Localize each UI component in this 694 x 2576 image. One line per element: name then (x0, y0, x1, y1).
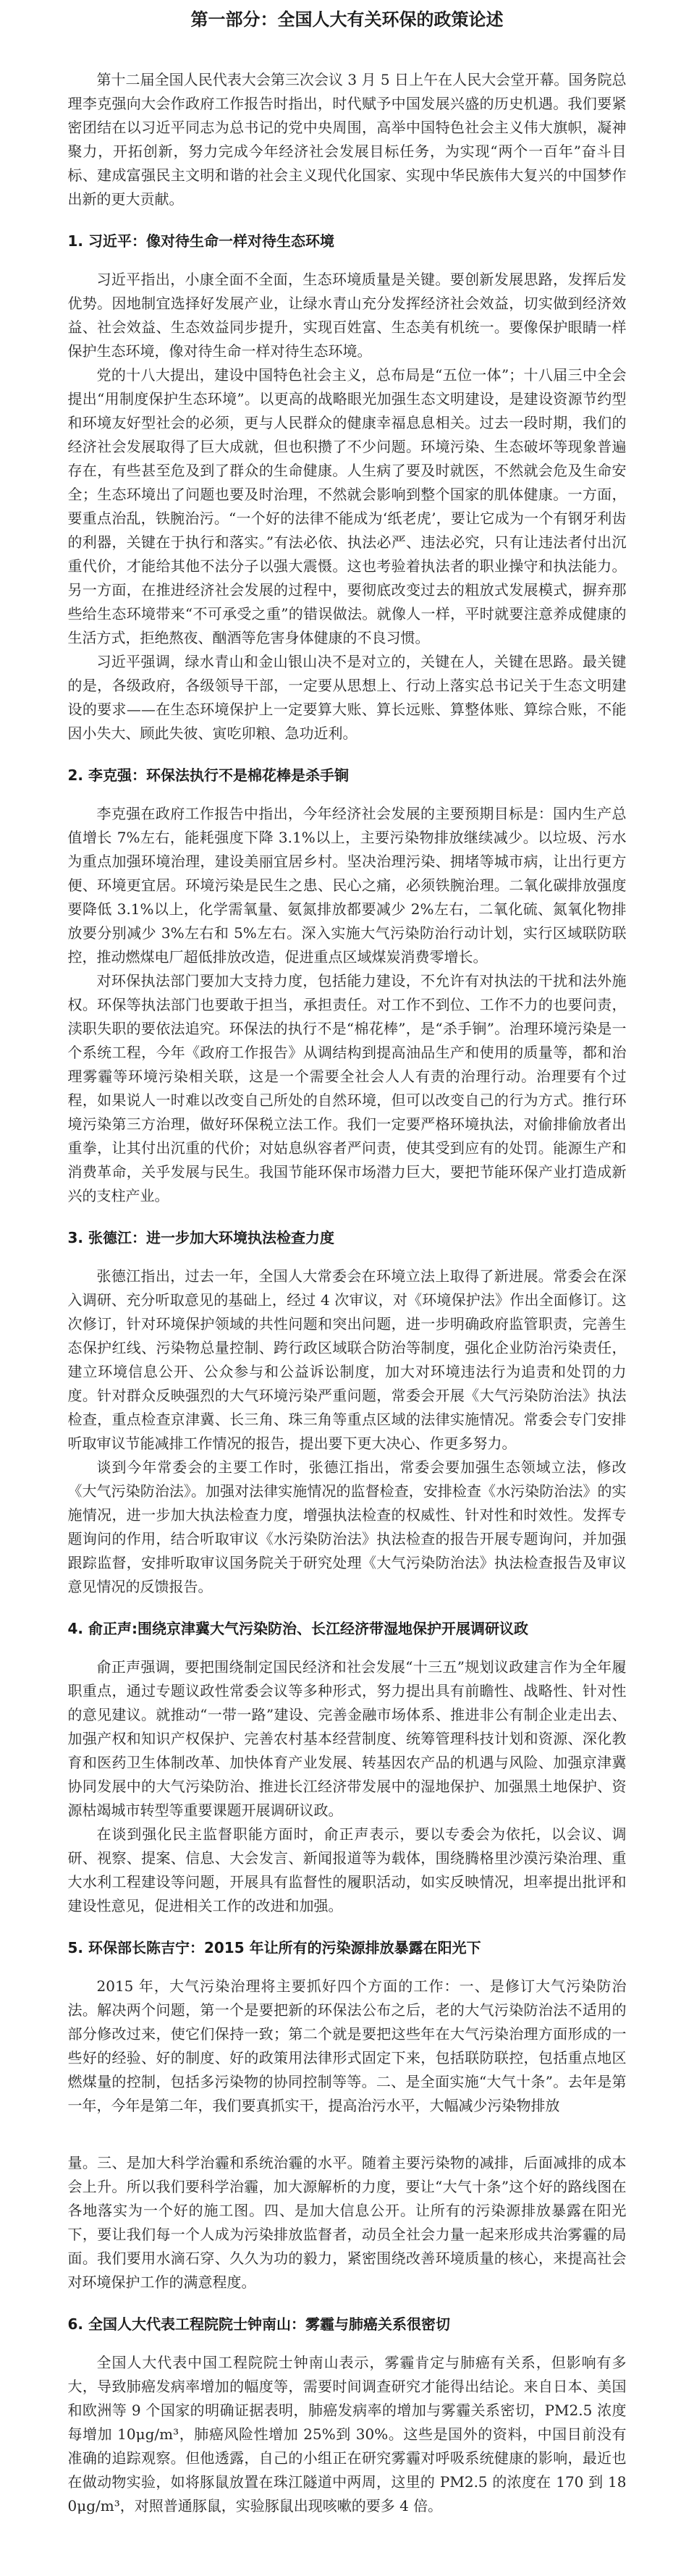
intro-paragraph: 第十二届全国人民代表大会第三次会议 3 月 5 日上午在人民大会堂开幕。国务院总理李克强向大会作政府工作报告时指出，时代赋予中国发展兴盛的历史机遇。我们要紧密团结在以习近平同志为总书记的党中央周围，高举中国特色社会主义伟大旗帜，凝神聚力，开拓创新，努力完成今年经济社会发展目标任务，为实现“两个一百年”奋斗目标、建成富强民主文明和谐的社会主义现代化国家、实现中华民族伟大复兴的中国梦作出新的更大贡献。 (67, 71, 627, 208)
section-1-paragraph: 习近平强调，绿水青山和金山银山决不是对立的，关键在人，关键在思路。最关键的是，各级政府，各级领导干部，一定要从思想上、行动上落实总书记关于生态文明建设的要求——在生态环境保护上一定要算大账、算长远账、算整体账、算综合账，不能因小失大、顾此失彼、寅吃卯粮、急功近利。 (67, 653, 627, 742)
document-page (68, 0, 627, 2576)
section-3-paragraph: 张德江指出，过去一年，全国人大常委会在环境立法上取得了新进展。常委会在深入调研、充分听取意见的基础上，经过 4 次审议，对《环境保护法》作出全面修订。这次修订，针对环境保护领域的共性问题和突出问题，进一步明确政府监管职责，完善生态保护红线、污染物总量控制、跨行政区域联合防治等制度，强化企业防治污染责任，建立环境信息公开、公众参与和公益诉讼制度，加大对环境违法行为追责和处罚的力度。针对群众反映强烈的大气环境污染严重问题，常委会开展《大气污染防治法》执法检查，重点检查京津冀、长三角、珠三角等重点区域的法律实施情况。常委会专门安排听取审议节能减排工作情况的报告，提出要下更大决心、作更多努力。 (67, 1267, 627, 1452)
section-5-paragraph-continuation: 量。三、是加大科学治霾和系统治霾的水平。随着主要污染物的减排，后面减排的成本会上升。所以我们要科学治霾，加大源解析的力度，要让“大气十条”这个好的路线图在各地落实为一个好的施工图。四、是加大信息公开。让所有的污染源排放暴露在阳光下，要让我们每一个人成为污染排放监督者，动员全社会力量一起来形成共治雾霾的局面。我们要用水滴石穿、久久为功的毅力，紧密围绕改善环境质量的核心，来提高社会对环境保护工作的满意程度。 (67, 2154, 627, 2291)
section-4-heading: 4. 俞正声:围绕京津冀大气污染防治、长江经济带湿地保护开展调研议政 (67, 1620, 528, 1637)
section-zhang-dejiang (68, 1228, 627, 1599)
section-2-paragraph: 对环保执法部门要加大支持力度，包括能力建设，不允许有对执法的干扰和法外施权。环保等执法部门也要敢于担当，承担责任。对工作不到位、工作不力的也要问责，渎职失职的要依法追究。环保法的执行不是“棉花棒”，是“杀手锏”。治理环境污染是一个系统工程，今年《政府工作报告》从调结构到提高油品生产和使用的质量等，都和治理雾霾等环境污染相关联，这是一个需要全社会人人有责的治理行动。治理要有个过程，如果说人一时难以改变自己所处的自然环境，但可以改变自己的行为方式。推行环境污染第三方治理，做好环保税立法工作。我们一定要严格环境执法，对偷排偷放者出重拳，让其付出沉重的代价；对姑息纵容者严问责，使其受到应有的处罚。能源生产和消费革命，关乎发展与民生。我国节能环保市场潜力巨大，要把节能环保产业打造成新兴的支柱产业。 (67, 972, 627, 1204)
section-li-keqiang (68, 766, 627, 1208)
section-chen-jining (68, 1938, 627, 2294)
section-3-heading: 3. 张德江：进一步加大环境执法检查力度 (67, 1229, 334, 1246)
section-zhong-nanshan (68, 2315, 627, 2518)
section-yu-zhengsheng (68, 1619, 627, 1918)
section-3-paragraph: 谈到今年常委会的主要工作时，张德江指出，常委会要加强生态领域立法，修改《大气污染防治法》。加强对法律实施情况的监督检查，安排检查《水污染防治法》的实施情况，进一步加大执法检查力度，增强执法检查的权威性、针对性和时效性。发挥专题询问的作用，结合听取审议《水污染防治法》执法检查的报告开展专题询问，并加强跟踪监督，安排听取审议国务院关于研究处理《大气污染防治法》执法检查报告及审议意见情况的反馈报告。 (67, 1458, 627, 1595)
document-title: 第一部分：全国人大有关环保的政策论述 (190, 9, 504, 30)
section-6-paragraph: 全国人大代表中国工程院院士钟南山表示，雾霾肯定与肺癌有关系，但影响有多大，导致肺癌发病率增加的幅度等，需要时间调查研究才能得出结论。来自日本、美国和欧洲等 9 个国家的明确证据表明，肺癌发病率的增加与雾霾关系密切，PM2.5 浓度每增加 10μg/m³，肺癌风险性增加 25%到 30%。这些是国外的资料，中国目前没有准确的追踪观察。但他透露，自己的小组正在研究雾霾对呼吸系统健康的影响，最近也在做动物实验，如将豚鼠放置在珠江隧道中两周，这里的 PM2.5 的浓度在 170 到 180μg/m³，对照普通豚鼠，实验豚鼠出现咳嗽的要多 4 倍。 (67, 2354, 627, 2514)
section-4-paragraph: 在谈到强化民主监督职能方面时，俞正声表示，要以专委会为依托，以会议、调研、视察、提案、信息、大会发言、新闻报道等为载体，围绕腾格里沙漠污染治理、重大水利工程建设等问题，开展具有监督性的履职活动，如实反映情况，坦率提出批评和建设性意见，促进相关工作的改进和加强。 (67, 1825, 627, 1914)
section-xi-jinping (68, 232, 627, 746)
intro-block (68, 68, 627, 211)
section-5-heading: 5. 环保部长陈吉宁：2015 年让所有的污染源排放暴露在阳光下 (67, 1939, 481, 1956)
section-6-heading: 6. 全国人大代表工程院院士钟南山：雾霾与肺癌关系很密切 (67, 2315, 450, 2333)
section-1-paragraph: 习近平指出，小康全面不全面，生态环境质量是关键。要创新发展思路，发挥后发优势。因地制宜选择好发展产业，让绿水青山充分发挥经济社会效益，切实做到经济效益、社会效益、生态效益同步提升，实现百姓富、生态美有机统一。要像保护眼睛一样保护生态环境，像对待生命一样对待生态环境。 (67, 271, 627, 360)
section-5-paragraph: 2015 年，大气污染治理将主要抓好四个方面的工作：一、是修订大气污染防治法。解决两个问题，第一个是要把新的环保法公布之后，老的大气污染防治法不适用的部分修改过来，使它们保持一致；第二个就是要把这些年在大气污染治理方面形成的一些好的经验、好的制度、好的政策用法律形式固定下来，包括联防联控，包括重点地区燃煤量的控制，包括多污染物的协同控制等等。二、是全面实施“大气十条”。去年是第一年，今年是第二年，我们要真抓实干，提高治污水平，大幅减少污染物排放 (67, 1977, 627, 2114)
section-2-heading: 2. 李克强：环保法执行不是棉花棒是杀手锏 (67, 767, 349, 784)
section-1-heading: 1. 习近平：像对待生命一样对待生态环境 (67, 232, 334, 250)
section-2-paragraph: 李克强在政府工作报告中指出，今年经济社会发展的主要预期目标是：国内生产总值增长 7%左右，能耗强度下降 3.1%以上，主要污染物排放继续减少。以垃圾、污水为重点加强环境治理，建设美丽宜居乡村。坚决治理污染、拥堵等城市病，让出行更方便、环境更宜居。环境污染是民生之患、民心之痛，必须铁腕治理。二氧化碳排放强度要降低 3.1%以上，化学需氧量、氨氮排放都要减少 2%左右，二氧化硫、氮氧化物排放要分别减少 3%左右和 5%左右。深入实施大气污染防治行动计划，实行区域联防联控，推动燃煤电厂超低排放改造，促进重点区域煤炭消费零增长。 (67, 805, 627, 966)
section-1-paragraph: 党的十八大提出，建设中国特色社会主义，总布局是“五位一体”；十八届三中全会提出“用制度保护生态环境”。以更高的战略眼光加强生态文明建设，是建设资源节约型和环境友好型社会的必须，更与人民群众的健康幸福息息相关。过去一段时期，我们的经济社会发展取得了巨大成就，但也积攒了不少问题。环境污染、生态破坏等现象普遍存在，有些甚至危及到了群众的生命健康。人生病了要及时就医，不然就会危及生命安全；生态环境出了问题也要及时治理，不然就会影响到整个国家的肌体健康。一方面，要重点治乱，铁腕治污。“一个好的法律不能成为‘纸老虎’，要让它成为一个有钢牙利齿的利器，关键在于执行和落实。”有法必依、执法必严、违法必究，只有让违法者付出沉重代价，才能给其他不法分子以强大震慑。这也考验着执法者的职业操守和执法能力。另一方面，在推进经济社会发展的过程中，要彻底改变过去的粗放式发展模式，摒弃那些给生态环境带来“不可承受之重”的错误做法。就像人一样，平时就要注意养成健康的生活方式，拒绝熬夜、酗酒等危害身体健康的不良习惯。 (67, 366, 627, 646)
section-4-paragraph: 俞正声强调，要把围绕制定国民经济和社会发展“十三五”规划议政建言作为全年履职重点，通过专题议政性常委会议等多种形式，努力提出具有前瞻性、战略性、针对性的意见建议。就推动“一带一路”建设、完善金融市场体系、推进非公有制企业走出去、加强产权和知识产权保护、完善农村基本经营制度、统筹管理科技计划和资源、深化教育和医药卫生体制改革、加快体育产业发展、转基因农产品的机遇与风险、加强京津冀协同发展中的大气污染防治、推进长江经济带发展中的湿地保护、加强黑土地保护、资源枯竭城市转型等重要课题开展调研议政。 (67, 1658, 627, 1819)
